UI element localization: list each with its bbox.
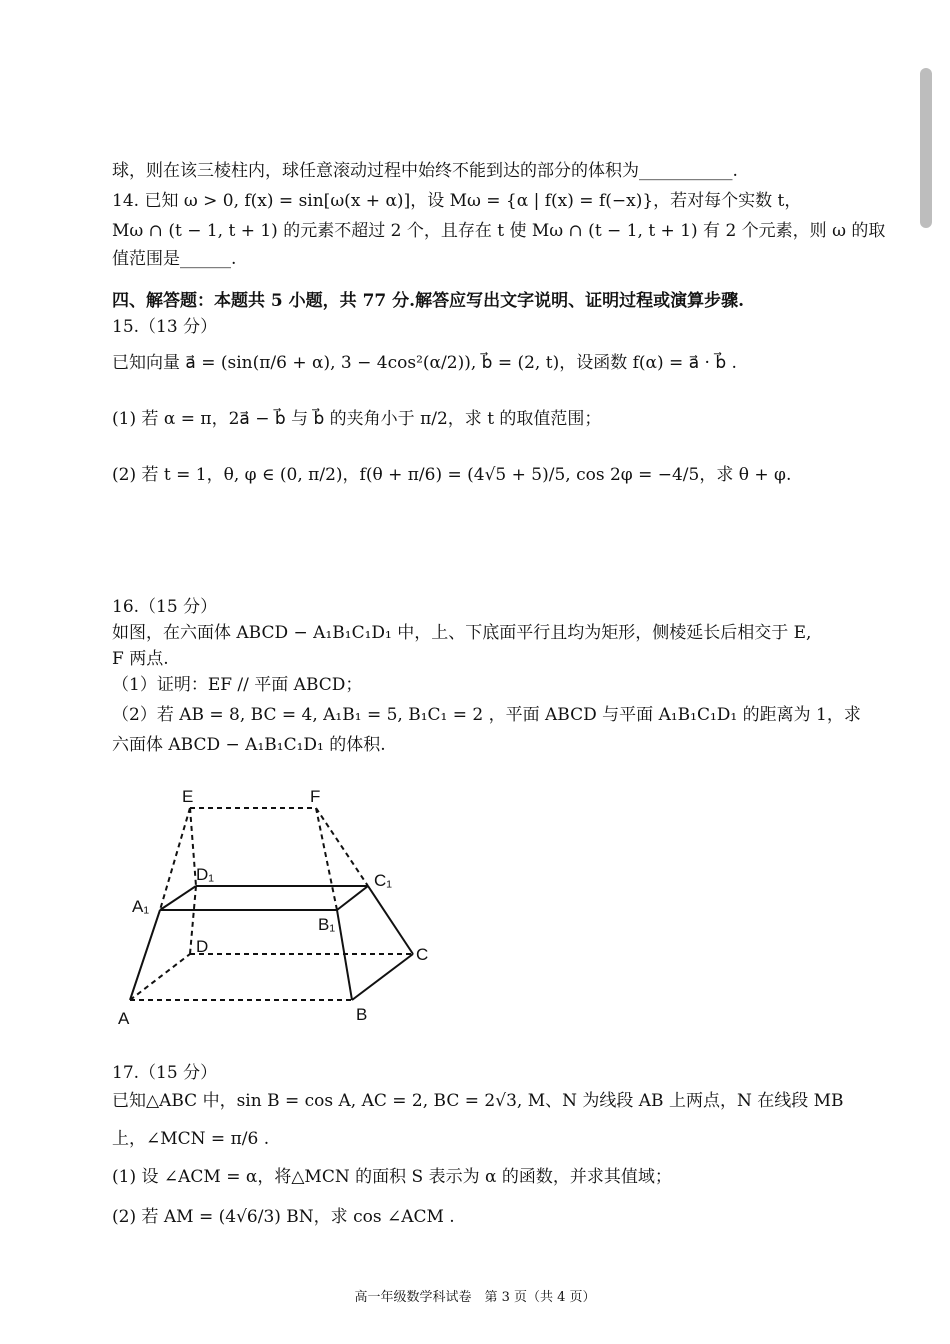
edge-ad	[130, 954, 190, 1000]
problem16-part2a: （2）若 AB = 8, BC = 4, A₁B₁ = 5, B₁C₁ = 2 ，平面 ABCD 与平面 A₁B₁C₁D₁ 的距离为 1，求	[112, 705, 861, 725]
label-f: F	[310, 787, 321, 806]
problem15-part2: (2) 若 t = 1，θ, φ ∈ (0, π/2)，f(θ + π/6) = (4√5 + 5)/5, cos 2φ = −4/5，求 θ + φ.	[112, 465, 792, 485]
problem16-stem1: 如图，在六面体 ABCD − A₁B₁C₁D₁ 中，上、下底面平行且均为矩形，侧棱延长后相交于 E,	[112, 623, 812, 643]
problem16-part1: （1）证明：EF // 平面 ABCD；	[112, 675, 363, 695]
problem17-stem1: 已知△ABC 中，sin B = cos A, AC = 2, BC = 2√3, M、N 为线段 AB 上两点，N 在线段 MB	[112, 1091, 844, 1111]
problem15-stem: 已知向量 a⃗ = (sin(π/6 + α), 3 − 4cos²(α/2)), b⃗ = (2, t)，设函数 f(α) = a⃗ · b⃗ .	[112, 353, 737, 373]
problem14-line2: Mω ∩ (t − 1, t + 1) 的元素不超过 2 个，且存在 t 使 Mω ∩ (t − 1, t + 1) 有 2 个元素，则 ω 的取	[112, 221, 886, 241]
hexahedron-figure	[110, 782, 440, 1032]
edge-c1c	[368, 886, 413, 954]
scrollbar[interactable]	[920, 68, 932, 228]
problem14-line1: 14. 已知 ω > 0, f(x) = sin[ω(x + α)]，设 Mω = {α | f(x) = f(−x)}，若对每个实数 t，	[112, 191, 802, 211]
label-c: C	[416, 945, 429, 964]
label-b1: B₁	[318, 915, 336, 934]
problem14-line3: 值范围是______.	[112, 249, 237, 269]
problem17-stem2: 上，∠MCN = π/6 .	[112, 1129, 270, 1149]
problem16-heading: 16.（15 分）	[112, 597, 218, 617]
edge-b1c1	[337, 886, 368, 910]
edge-bc	[352, 954, 413, 1000]
problem15-part1: (1) 若 α = π，2a⃗ − b⃗ 与 b⃗ 的夹角小于 π/2，求 t 的取值范围；	[112, 409, 602, 429]
problem16-part2b: 六面体 ABCD − A₁B₁C₁D₁ 的体积.	[112, 735, 386, 755]
label-b: B	[356, 1005, 368, 1024]
label-d1: D₁	[196, 865, 215, 884]
edge-ea1	[160, 808, 190, 910]
problem16-stem2: F 两点.	[112, 649, 169, 669]
edge-a1a	[130, 910, 160, 1000]
label-a: A	[118, 1009, 130, 1028]
problem17-part1: (1) 设 ∠ACM = α，将△MCN 的面积 S 表示为 α 的函数，并求其值域；	[112, 1167, 672, 1187]
problem15-heading: 15.（13 分）	[112, 317, 218, 337]
problem13-tail: 球，则在该三棱柱内，球任意滚动过程中始终不能到达的部分的体积为___________.	[112, 161, 738, 181]
problem17-heading: 17.（15 分）	[112, 1063, 218, 1083]
label-e: E	[182, 787, 194, 806]
section4-header: 四、解答题：本题共 5 小题，共 77 分.解答应写出文字说明、证明过程或演算步骤.	[112, 291, 744, 311]
problem17-part2: (2) 若 AM = (4√6/3) BN，求 cos ∠ACM .	[112, 1207, 455, 1227]
label-d: D	[196, 937, 209, 956]
page-footer: 高一年级数学科试卷 第 3 页（共 4 页）	[354, 1290, 596, 1305]
label-c1: C₁	[374, 871, 393, 890]
label-a1: A₁	[132, 897, 150, 916]
